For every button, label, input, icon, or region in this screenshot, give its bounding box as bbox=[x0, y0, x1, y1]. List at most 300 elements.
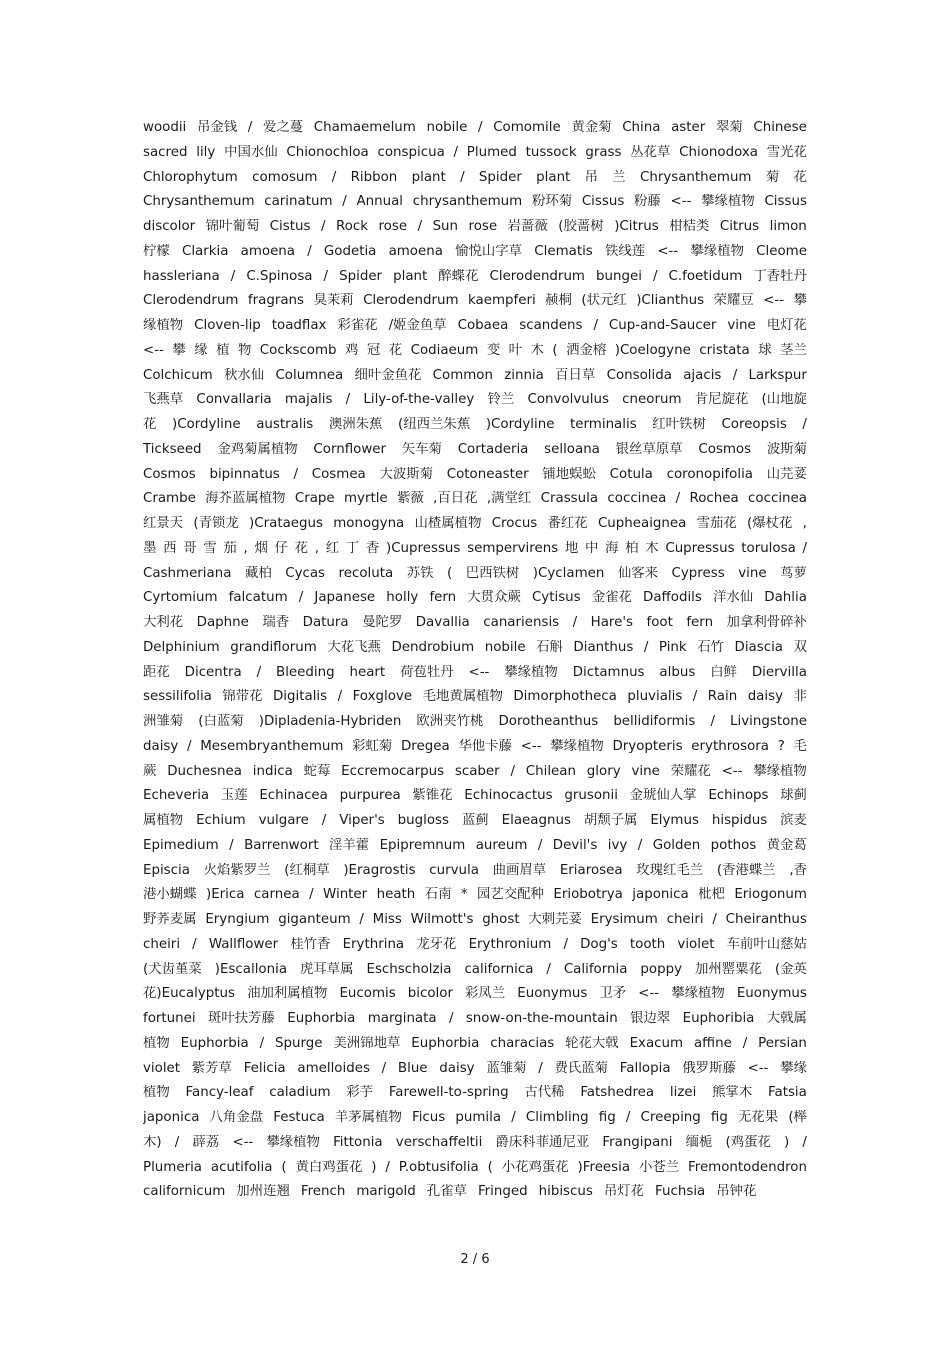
text-word: 缅栀 bbox=[685, 1134, 713, 1150]
text-word: Clerodendrum bbox=[489, 268, 585, 284]
text-word: 哥 bbox=[183, 540, 197, 556]
text-word: marginata bbox=[367, 1011, 437, 1026]
text-word: daisy bbox=[143, 738, 179, 754]
text-word: coccinea bbox=[607, 491, 667, 507]
text-word: discolor bbox=[143, 219, 196, 234]
text-word: 茎兰 bbox=[780, 342, 807, 358]
text-word: Eryngium bbox=[205, 912, 270, 927]
text-word: woodii bbox=[143, 120, 187, 135]
text-word: Crassula bbox=[540, 491, 599, 507]
text-word: californica bbox=[464, 961, 534, 977]
text-word: / bbox=[345, 392, 351, 408]
text-word: Cosmos bbox=[698, 441, 752, 457]
text-word: Spider bbox=[478, 169, 522, 185]
text-word: )Freesia bbox=[577, 1159, 631, 1175]
text-word: <-- bbox=[232, 1134, 254, 1150]
text-word: / bbox=[510, 763, 515, 779]
text-word: 大花飞燕 bbox=[327, 639, 381, 655]
text-word: Cotoneaster bbox=[446, 466, 529, 482]
text-word: Epipremnum bbox=[379, 837, 466, 853]
text-word: Persian bbox=[758, 1035, 807, 1051]
text-word: amelloides bbox=[297, 1060, 370, 1076]
text-word: Dahlia bbox=[764, 590, 807, 606]
text-word: vine bbox=[727, 318, 756, 333]
text-word: <-- bbox=[747, 1060, 769, 1076]
text-word: Eriogonum bbox=[734, 887, 807, 903]
text-word: giganteum bbox=[278, 912, 351, 927]
text-word: / bbox=[320, 219, 326, 234]
text-word: Datura bbox=[302, 615, 349, 630]
text-word: (白蓝菊 bbox=[198, 714, 244, 729]
text-word: Clerodendrum bbox=[363, 293, 459, 309]
text-word: 醉蝶花 bbox=[438, 268, 479, 284]
text-word: japonica bbox=[632, 887, 689, 903]
text-word: poppy bbox=[640, 961, 682, 977]
text-word: /姬金鱼草 bbox=[388, 318, 447, 333]
text-word: hibiscus bbox=[538, 1184, 593, 1200]
text-word: 花 bbox=[793, 169, 807, 185]
text-word: Fremontodendron bbox=[688, 1159, 807, 1175]
text-word: caladium bbox=[269, 1085, 331, 1101]
text-word: Golden bbox=[652, 837, 701, 853]
text-word: 加拿利骨碎补 bbox=[726, 615, 807, 630]
text-word: <-- bbox=[143, 342, 164, 358]
text-word: ,香 bbox=[789, 862, 807, 878]
text-word: fern bbox=[686, 615, 714, 630]
text-line bbox=[143, 318, 807, 334]
text-word: / bbox=[298, 590, 304, 606]
text-word: French bbox=[300, 1184, 346, 1200]
text-word: australis bbox=[256, 417, 314, 432]
text-word: Dorotheanthus bbox=[498, 714, 599, 729]
text-word: 菊 bbox=[765, 169, 780, 185]
text-word: 蓝蓟 bbox=[461, 813, 489, 828]
text-word: Cobaea bbox=[457, 318, 509, 333]
text-word: Wilmott's bbox=[410, 912, 474, 927]
text-line bbox=[143, 813, 807, 829]
text-word: , bbox=[802, 516, 807, 531]
text-line bbox=[143, 417, 807, 433]
text-word: Chrysanthemum bbox=[639, 169, 752, 185]
text-word: Viper's bbox=[339, 813, 385, 828]
text-word: / bbox=[511, 1110, 516, 1125]
text-word: 仔 bbox=[274, 540, 288, 556]
text-word: Clerodendrum bbox=[143, 293, 239, 309]
text-word: Erysimum bbox=[590, 912, 658, 927]
text-word: Cycas bbox=[285, 565, 326, 581]
text-word: 攀缘植物 bbox=[504, 664, 558, 680]
text-word: <-- bbox=[638, 986, 660, 1002]
text-line bbox=[143, 343, 807, 359]
text-word: 吊灯花 bbox=[603, 1184, 645, 1200]
text-word: 费氏蓝菊 bbox=[554, 1060, 609, 1076]
text-word: <-- bbox=[657, 243, 679, 259]
text-word: Devil's bbox=[552, 837, 598, 853]
text-word: Annual bbox=[356, 194, 403, 210]
text-word: 臭茉莉 bbox=[313, 293, 354, 309]
text-word: Wallflower bbox=[208, 936, 279, 952]
text-word: 荷苞牡丹 bbox=[400, 664, 454, 680]
text-word: Echeveria bbox=[143, 788, 210, 804]
text-word: Ficus bbox=[411, 1110, 446, 1125]
text-line bbox=[143, 937, 807, 953]
text-word: 铁线莲 bbox=[604, 243, 646, 259]
text-word: Chlorophytum bbox=[143, 169, 238, 185]
text-word: daisy bbox=[439, 1060, 475, 1076]
text-line bbox=[143, 244, 807, 260]
text-word: Eriarosea bbox=[559, 862, 623, 878]
text-word: 荣耀花 bbox=[670, 763, 711, 779]
text-line bbox=[143, 541, 807, 557]
text-word: 车前叶山慈姑 bbox=[726, 936, 807, 952]
text-line bbox=[143, 887, 807, 903]
text-word: ) bbox=[784, 1134, 790, 1150]
text-word: / bbox=[323, 268, 329, 284]
text-word: Livingstone bbox=[730, 714, 807, 729]
text-word: ( bbox=[281, 1159, 287, 1175]
text-word: 俄罗斯藤 bbox=[682, 1060, 736, 1076]
text-word: Cotula bbox=[609, 466, 653, 482]
text-word: 球蓟 bbox=[780, 788, 807, 804]
text-line bbox=[143, 590, 807, 606]
text-word: ? bbox=[777, 738, 785, 754]
text-word: Erythronium bbox=[468, 936, 552, 952]
text-word: carinatum bbox=[264, 194, 333, 210]
text-word: / bbox=[537, 837, 543, 853]
text-word: plant bbox=[536, 169, 571, 185]
text-word: Digitalis bbox=[273, 689, 328, 705]
text-word: rose bbox=[378, 219, 408, 234]
text-word: 电灯花 bbox=[766, 318, 807, 333]
text-word: * bbox=[460, 887, 468, 903]
text-word: 球 bbox=[758, 342, 772, 358]
text-word: 兰 bbox=[612, 169, 626, 185]
text-word: Foxglove bbox=[352, 689, 413, 705]
text-word: Plumeria bbox=[143, 1159, 202, 1175]
text-word: 紫薇 bbox=[397, 491, 424, 507]
text-word: cheiri bbox=[143, 936, 181, 952]
text-word: 雪茄花 bbox=[696, 516, 737, 531]
text-word: 鸡 bbox=[345, 342, 359, 358]
text-word: 仙客来 bbox=[617, 565, 659, 581]
text-word: Cissus bbox=[581, 194, 625, 210]
text-word: Fallopia bbox=[619, 1060, 671, 1076]
text-word: heath bbox=[376, 887, 416, 903]
text-word: 粉藤 bbox=[634, 194, 661, 210]
text-word: myrtle bbox=[343, 491, 388, 507]
text-word: amoena bbox=[240, 243, 295, 259]
text-word: fragrans bbox=[247, 293, 305, 309]
text-word: 洋水仙 bbox=[713, 590, 754, 606]
text-word: Daffodils bbox=[643, 590, 702, 606]
text-word: 中 bbox=[584, 540, 599, 556]
text-word: 枇杷 bbox=[698, 887, 725, 903]
text-word: violet bbox=[677, 936, 715, 952]
text-word: / bbox=[643, 639, 649, 655]
text-word: / bbox=[331, 169, 337, 185]
text-word: 藏柏 bbox=[244, 565, 272, 581]
text-word: 锦叶葡萄 bbox=[205, 219, 260, 234]
text-word: aster bbox=[671, 120, 706, 135]
text-word: 龙牙花 bbox=[416, 936, 457, 952]
text-word: Chionochloa bbox=[286, 144, 369, 160]
text-word: 花 bbox=[143, 417, 157, 432]
text-word: Coreopsis bbox=[721, 417, 787, 432]
text-word: scaber bbox=[454, 763, 500, 779]
text-word: scandens bbox=[519, 318, 583, 333]
text-word: 地 bbox=[564, 540, 579, 556]
text-word: Chinese bbox=[753, 120, 807, 135]
text-word: 柠檬 bbox=[143, 243, 170, 259]
text-word: 攀缘植物 bbox=[266, 1134, 320, 1150]
text-word: 桂竹香 bbox=[290, 936, 331, 952]
text-word: Elaeagnus bbox=[501, 813, 571, 828]
text-word: Episcia bbox=[143, 862, 190, 878]
text-word: Dianthus bbox=[573, 639, 634, 655]
text-word: marigold bbox=[356, 1184, 416, 1200]
text-word: nobile bbox=[484, 639, 526, 655]
text-word: 曲画眉草 bbox=[492, 862, 547, 878]
text-word: / bbox=[802, 1134, 807, 1150]
text-word: Dregea bbox=[401, 738, 450, 754]
text-word: , bbox=[314, 540, 319, 556]
text-word: / bbox=[572, 615, 578, 630]
text-line bbox=[143, 863, 807, 879]
text-word: C.Spinosa bbox=[246, 268, 313, 284]
text-word: P.obtusifolia bbox=[398, 1159, 479, 1175]
text-word: fig bbox=[598, 1110, 616, 1125]
text-word: Eriobotrya bbox=[553, 887, 623, 903]
text-word: violet bbox=[143, 1060, 181, 1076]
text-word: Chrysanthemum bbox=[143, 194, 255, 210]
text-word: ( bbox=[447, 565, 453, 581]
text-word: Delphinium bbox=[143, 639, 220, 655]
text-word: 距花 bbox=[143, 664, 170, 680]
text-word: bicolor bbox=[407, 986, 453, 1002]
text-word: Plumed bbox=[466, 144, 517, 160]
text-word: Cup-and-Saucer bbox=[608, 318, 717, 333]
text-word: 飞燕草 bbox=[143, 392, 184, 408]
text-word: 蓝雏菊 bbox=[486, 1060, 527, 1076]
text-word: / bbox=[625, 1110, 631, 1125]
text-word: 大利花 bbox=[143, 615, 184, 630]
text-word: hassleriana bbox=[143, 268, 220, 284]
text-word: Citrus bbox=[719, 219, 760, 234]
text-line bbox=[143, 1061, 807, 1077]
text-word: Fuchsia bbox=[655, 1184, 706, 1200]
text-word: 缘 bbox=[194, 342, 208, 358]
text-word: bungei bbox=[596, 268, 642, 284]
text-word: Eucomis bbox=[339, 986, 396, 1002]
text-word: erythrosora bbox=[691, 738, 769, 754]
text-word: sessilifolia bbox=[143, 689, 212, 705]
text-word: comosum bbox=[252, 169, 318, 185]
text-word: tussock bbox=[525, 144, 577, 160]
text-word: 木) bbox=[143, 1134, 162, 1150]
text-word: Dimorphotheca bbox=[513, 689, 617, 705]
text-line bbox=[143, 467, 807, 483]
text-word: )Dipladenia-Hybriden bbox=[258, 714, 402, 729]
text-word: ) bbox=[371, 1159, 377, 1175]
text-word: / bbox=[192, 936, 197, 952]
text-word: 木 bbox=[645, 540, 659, 556]
text-word: 岩蔷薇 bbox=[507, 219, 548, 234]
text-word: Dryopteris bbox=[612, 738, 683, 754]
text-word: 白鲜 bbox=[710, 664, 737, 680]
text-word: terminalis bbox=[570, 417, 637, 432]
text-word: 番红花 bbox=[547, 516, 588, 531]
text-line bbox=[143, 714, 807, 730]
text-word: / bbox=[710, 714, 715, 729]
text-line bbox=[143, 838, 807, 854]
text-word: Euphoribia bbox=[682, 1011, 755, 1026]
text-word: 加州连翘 bbox=[236, 1184, 290, 1200]
text-word: 石斛 bbox=[536, 639, 563, 655]
text-word: 缘植物 bbox=[143, 318, 184, 333]
text-word: Euphorbia bbox=[180, 1035, 249, 1051]
text-word: Davallia bbox=[415, 615, 470, 630]
text-word: 雪光花 bbox=[766, 144, 807, 160]
text-word: Dog's bbox=[580, 936, 618, 952]
text-word: torulosa bbox=[741, 540, 796, 556]
text-word: monogyna bbox=[333, 516, 405, 531]
text-line bbox=[143, 615, 807, 631]
text-word: bugloss bbox=[397, 813, 450, 828]
text-word: / bbox=[478, 120, 483, 135]
text-word: )Cordyline bbox=[485, 417, 555, 432]
text-word: / bbox=[448, 1011, 454, 1026]
text-word: cneorum bbox=[622, 392, 682, 408]
text-word: bipinnatus bbox=[209, 466, 280, 482]
text-word: 澳洲朱蕉 bbox=[328, 417, 383, 432]
text-word: Godetia bbox=[323, 243, 377, 259]
text-word: )Escallonia bbox=[214, 961, 288, 977]
text-word: )Cordyline bbox=[171, 417, 241, 432]
text-word: recoluta bbox=[338, 565, 394, 581]
text-word: 花)Eucalyptus bbox=[143, 986, 235, 1002]
text-word: Frangipani bbox=[602, 1134, 673, 1150]
text-word: California bbox=[563, 961, 628, 977]
text-word: californicum bbox=[143, 1184, 226, 1200]
text-word: ,满堂红 bbox=[486, 491, 532, 507]
text-word: 攀缘 bbox=[780, 1060, 807, 1076]
text-word: / bbox=[802, 540, 807, 556]
text-word: Chilean bbox=[525, 763, 576, 779]
text-word: pumila bbox=[455, 1110, 502, 1125]
text-word: ivy bbox=[607, 837, 628, 853]
text-word: aureum bbox=[475, 837, 528, 853]
text-word: 紫芳草 bbox=[191, 1060, 232, 1076]
text-word: Duchesnea bbox=[167, 763, 242, 779]
text-word: coronopifolia bbox=[666, 466, 754, 482]
text-word: 攀缘植物 bbox=[701, 194, 755, 210]
text-word: falcatum bbox=[228, 590, 288, 606]
text-word: Cashmeriana bbox=[143, 565, 232, 581]
text-word: Colchicum bbox=[143, 367, 213, 383]
text-word: fern bbox=[429, 590, 457, 606]
text-line bbox=[143, 1011, 807, 1027]
text-word: C.foetidum bbox=[668, 268, 743, 284]
text-word: Bleeding bbox=[276, 664, 335, 680]
text-word: 油加利属植物 bbox=[247, 986, 328, 1002]
text-word: Comomile bbox=[493, 120, 561, 135]
text-word: pothos bbox=[710, 837, 757, 853]
text-word: Japanese bbox=[314, 590, 376, 606]
text-word: Exacum bbox=[629, 1035, 684, 1051]
text-word: China bbox=[622, 120, 661, 135]
text-word: Spurge bbox=[275, 1035, 323, 1051]
text-word: 瑞香 bbox=[262, 615, 290, 630]
text-word: Cyrtomium bbox=[143, 590, 218, 606]
text-word: 大贯众蕨 bbox=[467, 590, 521, 606]
text-word: 细叶金鱼花 bbox=[354, 367, 422, 383]
text-word: 冠 bbox=[366, 342, 381, 358]
text-word: 木 bbox=[530, 342, 544, 358]
text-word: Euphorbia bbox=[411, 1035, 480, 1051]
text-word: / bbox=[381, 1060, 387, 1076]
text-word: affine bbox=[693, 1035, 732, 1051]
text-line bbox=[143, 1085, 807, 1101]
text-word: 攀 bbox=[793, 293, 807, 309]
text-word: (榉 bbox=[788, 1110, 807, 1125]
text-word: 茑萝 bbox=[780, 565, 807, 581]
text-word: Chamaemelum bbox=[313, 120, 416, 135]
text-word: characias bbox=[490, 1035, 555, 1051]
text-word: plant bbox=[393, 268, 428, 284]
text-word: Farewell-to-spring bbox=[388, 1085, 509, 1101]
text-word: 小花鸡蛋花 bbox=[501, 1159, 569, 1175]
text-word: 物 bbox=[237, 342, 252, 358]
text-word: hispidus bbox=[711, 813, 768, 828]
text-word: 攀缘植物 bbox=[671, 986, 725, 1002]
text-word: 卫矛 bbox=[599, 986, 627, 1002]
text-word: 黄金菊 bbox=[571, 120, 612, 135]
text-word: 非 bbox=[793, 689, 807, 705]
text-word: ,百日花 bbox=[433, 491, 478, 507]
text-word: 柏 bbox=[625, 540, 639, 556]
text-word: 黄白鸡蛋花 bbox=[295, 1159, 363, 1175]
text-word: 彩虹菊 bbox=[352, 738, 393, 754]
text-word: Diascia bbox=[734, 639, 784, 655]
text-word: 玉莲 bbox=[220, 788, 248, 804]
text-word: foot bbox=[646, 615, 673, 630]
text-word: conspicua bbox=[377, 144, 445, 160]
text-word: Cupressus bbox=[665, 540, 735, 556]
text-word: Barrenwort bbox=[244, 837, 319, 853]
text-word: Tickseed bbox=[143, 441, 202, 457]
text-word: Chionodoxa bbox=[679, 144, 758, 160]
text-word: / bbox=[692, 689, 698, 705]
text-word: 银边翠 bbox=[630, 1011, 671, 1026]
text-word: 攀缘植物 bbox=[550, 738, 604, 754]
text-word: 滨麦 bbox=[780, 813, 807, 828]
text-line bbox=[143, 392, 807, 408]
text-word: Euphorbia bbox=[287, 1011, 356, 1026]
text-word: Cosmos bbox=[143, 466, 196, 482]
text-word: Fittonia bbox=[333, 1134, 383, 1150]
text-line bbox=[143, 962, 807, 978]
text-line bbox=[143, 269, 807, 285]
text-word: Mesembryanthemum bbox=[200, 738, 344, 754]
text-word: 海芥蓝属植物 bbox=[205, 491, 286, 507]
text-word: 野荞麦属 bbox=[143, 912, 197, 927]
text-word: 石南 bbox=[424, 887, 452, 903]
text-word: 攀缘植物 bbox=[753, 763, 807, 779]
text-word: canariensis bbox=[483, 615, 560, 630]
text-word: grusonii bbox=[564, 788, 618, 804]
text-word: cheiri bbox=[666, 912, 704, 927]
text-word: pluvialis bbox=[627, 689, 683, 705]
